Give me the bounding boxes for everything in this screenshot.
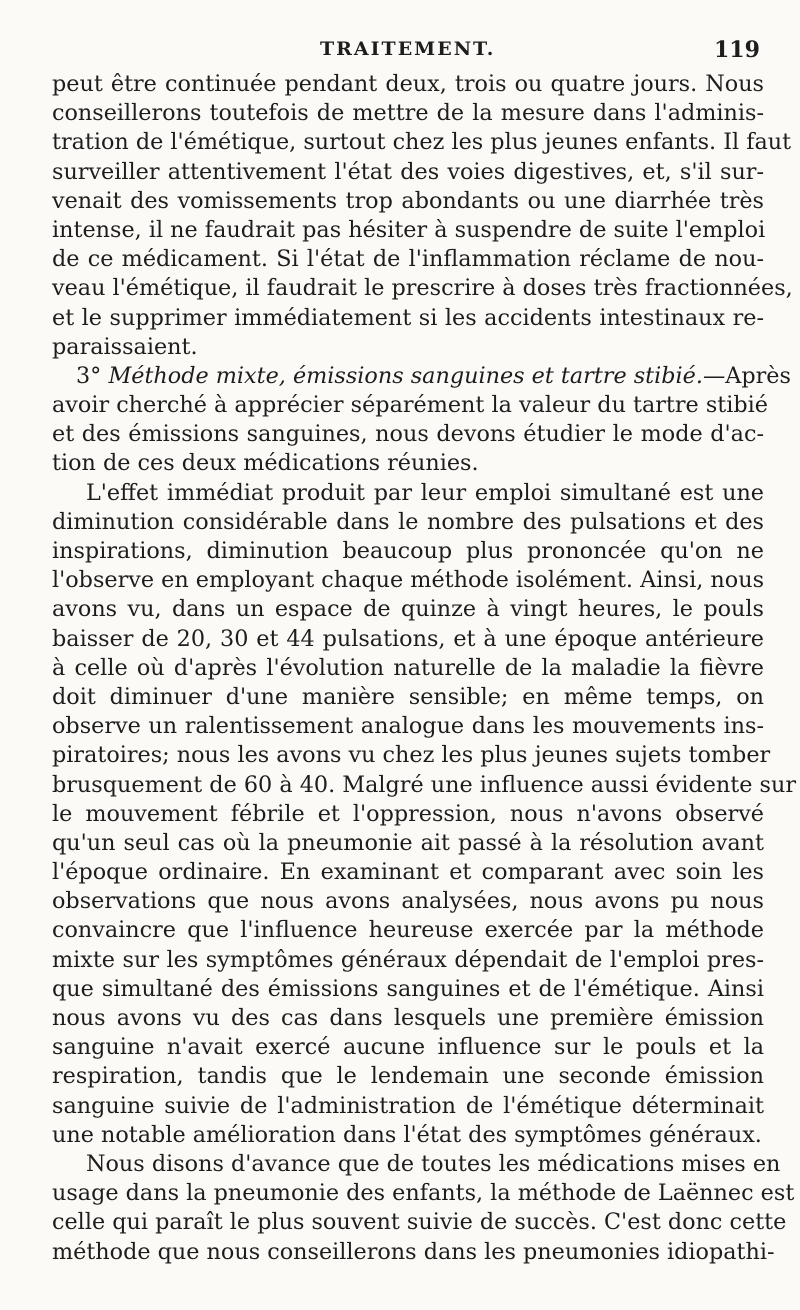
section-heading-line <box>52 362 791 391</box>
text-line: conseillerons toutefois de mettre de la mesure dans l'adminis- <box>52 100 764 127</box>
text-line: peut être continuée pendant deux, trois ou quatre jours. Nous <box>52 71 764 97</box>
text-line: observations que nous avons analysées, nous avons pu nous <box>52 888 764 915</box>
body-text <box>52 70 796 1267</box>
page-number: 119 <box>714 37 760 63</box>
text-line: méthode que nous conseillerons dans les pneumonies idiopathi- <box>52 1238 775 1265</box>
text-line: celle qui paraît le plus souvent suivie de succès. C'est donc cette <box>52 1209 787 1236</box>
text-line: diminution considérable dans le nombre des pulsations et des <box>52 508 764 535</box>
section-number: 3° <box>76 362 102 389</box>
section-heading: Méthode mixte, émissions sanguines et tartre stibié. <box>108 362 703 389</box>
running-title: TRAITEMENT. <box>320 38 496 60</box>
text-line: intense, il ne faudrait pas hésiter à suspendre de suite l'emploi <box>52 216 766 243</box>
text-line: piratoires; nous les avons vu chez les plus jeunes sujets tomber <box>52 742 771 769</box>
text-line: usage dans la pneumonie des enfants, la méthode de Laënnec est <box>52 1180 795 1207</box>
text-line: observe un ralentissement analogue dans les mouvements ins- <box>52 713 764 740</box>
text-line: et le supprimer immédiatement si les accidents intestinaux re- <box>52 304 764 331</box>
text-line: l'observe en employant chaque méthode isolément. Ainsi, nous <box>52 567 765 594</box>
text-line: que simultané des émissions sanguines et de l'émétique. Ainsi <box>52 975 764 1002</box>
text-line: paraissaient. <box>52 333 198 360</box>
section-heading-continuation: —Après <box>702 362 791 389</box>
text-line: veau l'émétique, il faudrait le prescrire à doses très fractionnées, <box>52 275 793 302</box>
text-line: de ce médicament. Si l'état de l'inflammation réclame de nou- <box>52 246 764 273</box>
text-line: venait des vomissements trop abondants ou une diarrhée très <box>52 187 764 214</box>
text-line: sanguine n'avait exercé aucune influence sur le pouls et la <box>52 1034 764 1061</box>
running-head <box>0 38 800 68</box>
text-line: à celle où d'après l'évolution naturelle de la maladie la fièvre <box>52 654 764 681</box>
text-line: Nous disons d'avance que de toutes les médications mises en <box>86 1150 781 1177</box>
text-line: nous avons vu des cas dans lesquels une première émission <box>52 1005 764 1031</box>
text-line: baisser de 20, 30 et 44 pulsations, et à une époque antérieure <box>52 625 764 652</box>
text-line: doit diminuer d'une manière sensible; en même temps, on <box>52 683 764 710</box>
text-line: le mouvement fébrile et l'oppression, nous n'avons observé <box>52 800 764 827</box>
text-line: tion de ces deux médications réunies. <box>52 450 479 477</box>
text-line: tration de l'émétique, surtout chez les plus jeunes enfants. Il faut <box>52 129 792 156</box>
text-line: respiration, tandis que le lendemain une seconde émission <box>52 1063 764 1090</box>
text-line: une notable amélioration dans l'état des symptômes généraux. <box>52 1121 762 1148</box>
text-line: qu'un seul cas où la pneumonie ait passé à la résolution avant <box>52 829 764 856</box>
text-line: inspirations, diminution beaucoup plus prononcée qu'on ne <box>52 538 764 564</box>
text-line: L'effet immédiat produit par leur emploi simultané est une <box>86 479 764 506</box>
text-line: sanguine suivie de l'administration de l'émétique déterminait <box>52 1092 764 1119</box>
text-line: et des émissions sanguines, nous devons étudier le mode d'ac- <box>52 421 764 448</box>
text-line: surveiller attentivement l'état des voies digestives, et, s'il sur- <box>52 158 764 185</box>
text-line: mixte sur les symptômes généraux dépendait de l'emploi pres- <box>52 946 764 973</box>
text-line: avoir cherché à apprécier séparément la valeur du tartre stibié <box>52 392 768 419</box>
text-line: convaincre que l'influence heureuse exercée par la méthode <box>52 917 764 944</box>
text-line: l'époque ordinaire. En examinant et comparant avec soin les <box>52 859 764 886</box>
text-line: brusquement de 60 à 40. Malgré une influence aussi évidente sur <box>52 771 796 798</box>
text-line: avons vu, dans un espace de quinze à vingt heures, le pouls <box>52 596 764 623</box>
